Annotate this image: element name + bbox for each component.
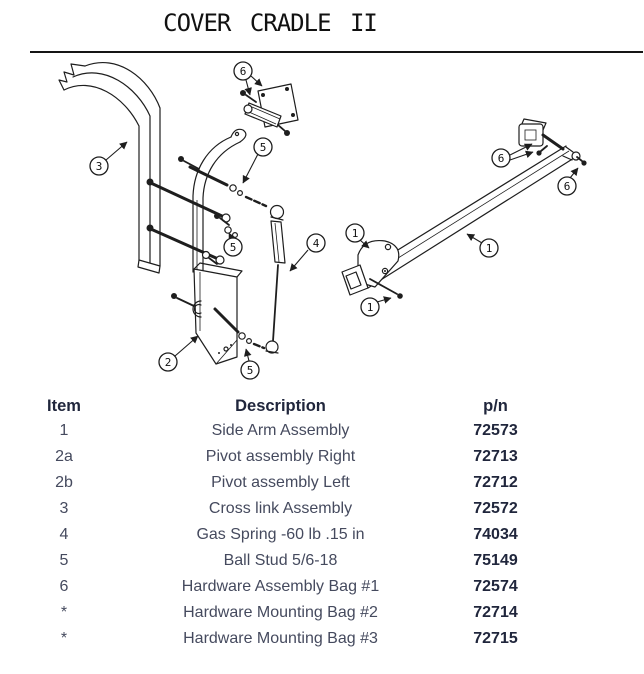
- ball-stud-icon: [239, 333, 245, 339]
- cell-item: 1: [59, 422, 69, 439]
- table-row: [10, 470, 558, 496]
- svg-text:1: 1: [485, 242, 493, 255]
- cell-description: Side Arm Assembly: [211, 422, 350, 439]
- table-row: [10, 626, 558, 652]
- table-row: [10, 548, 558, 574]
- callout-6-right-a: [492, 144, 533, 167]
- svg-text:6: 6: [497, 152, 505, 165]
- column-header-pn: p/n: [483, 396, 508, 415]
- cell-pn: 72714: [473, 604, 518, 621]
- screw-icon: [178, 156, 184, 162]
- cell-pn: 72713: [473, 448, 518, 465]
- svg-text:6: 6: [239, 65, 247, 78]
- screw-icon: [240, 90, 246, 96]
- parts-table: [10, 394, 558, 652]
- table-row: [10, 418, 558, 444]
- cell-item: *: [60, 630, 68, 647]
- cell-pn: 74034: [473, 526, 518, 543]
- callout-3: [90, 142, 127, 175]
- table-header-row: [10, 394, 558, 418]
- cell-description: Hardware Assembly Bag #1: [181, 578, 380, 595]
- cell-description: Hardware Mounting Bag #3: [183, 630, 378, 647]
- callout-5-bottom: [241, 349, 259, 379]
- svg-text:6: 6: [563, 180, 571, 193]
- ball-stud-icon: [225, 227, 231, 233]
- cell-item: 2a: [55, 448, 73, 465]
- svg-text:1: 1: [351, 227, 359, 240]
- table-row: [10, 444, 558, 470]
- screw-icon: [214, 213, 220, 219]
- cell-item: 2b: [55, 474, 73, 491]
- callout-1-b: [467, 234, 498, 257]
- callout-6-right-b: [558, 168, 578, 195]
- svg-text:2: 2: [164, 356, 172, 369]
- ball-stud-icon: [230, 185, 236, 191]
- cell-description: Pivot assembly Right: [205, 448, 356, 465]
- callout-5-top: [243, 138, 272, 183]
- cell-pn: 72715: [473, 630, 518, 647]
- cell-description: Gas Spring -60 lb .15 in: [196, 526, 365, 543]
- page-title: COVER CRADLE II: [163, 9, 377, 37]
- callout-1-c: [361, 298, 391, 316]
- column-header-item: Item: [47, 396, 81, 415]
- table-row: [10, 522, 558, 548]
- svg-text:5: 5: [259, 141, 267, 154]
- cell-item: 6: [59, 578, 69, 595]
- cell-description: Hardware Mounting Bag #2: [183, 604, 378, 621]
- cell-item: *: [60, 604, 68, 621]
- screw-icon: [397, 293, 403, 299]
- mounting-bolts: [147, 179, 231, 265]
- callout-4: [290, 234, 325, 271]
- svg-text:1: 1: [366, 301, 374, 314]
- table-row: [10, 600, 558, 626]
- callout-2: [159, 336, 198, 371]
- side-arm-assembly: [342, 146, 587, 299]
- cell-item: 4: [59, 526, 69, 543]
- svg-text:5: 5: [246, 364, 254, 377]
- cell-item: 5: [59, 552, 69, 569]
- svg-text:3: 3: [95, 160, 103, 173]
- cross-link-assembly: [59, 63, 160, 273]
- gas-spring: [266, 206, 285, 354]
- end-cap-block: [519, 119, 563, 156]
- cell-description: Cross link Assembly: [208, 500, 353, 517]
- table-row: [10, 574, 558, 600]
- cell-item: 3: [59, 500, 69, 517]
- cell-description: Pivot assembly Left: [211, 474, 350, 491]
- svg-text:4: 4: [312, 237, 320, 250]
- cell-pn: 72572: [473, 500, 518, 517]
- screw-icon: [171, 293, 177, 299]
- column-header-description: Description: [235, 396, 326, 415]
- cell-pn: 72574: [473, 578, 518, 595]
- cell-pn: 72573: [473, 422, 518, 439]
- table-row: [10, 496, 558, 522]
- cell-description: Ball Stud 5/6-18: [223, 552, 338, 569]
- callout-1-a: [346, 224, 369, 248]
- callout-6-left: [234, 62, 262, 95]
- table-body: [10, 418, 558, 652]
- cell-pn: 72712: [473, 474, 518, 491]
- cell-pn: 75149: [473, 552, 518, 569]
- svg-text:5: 5: [229, 241, 237, 254]
